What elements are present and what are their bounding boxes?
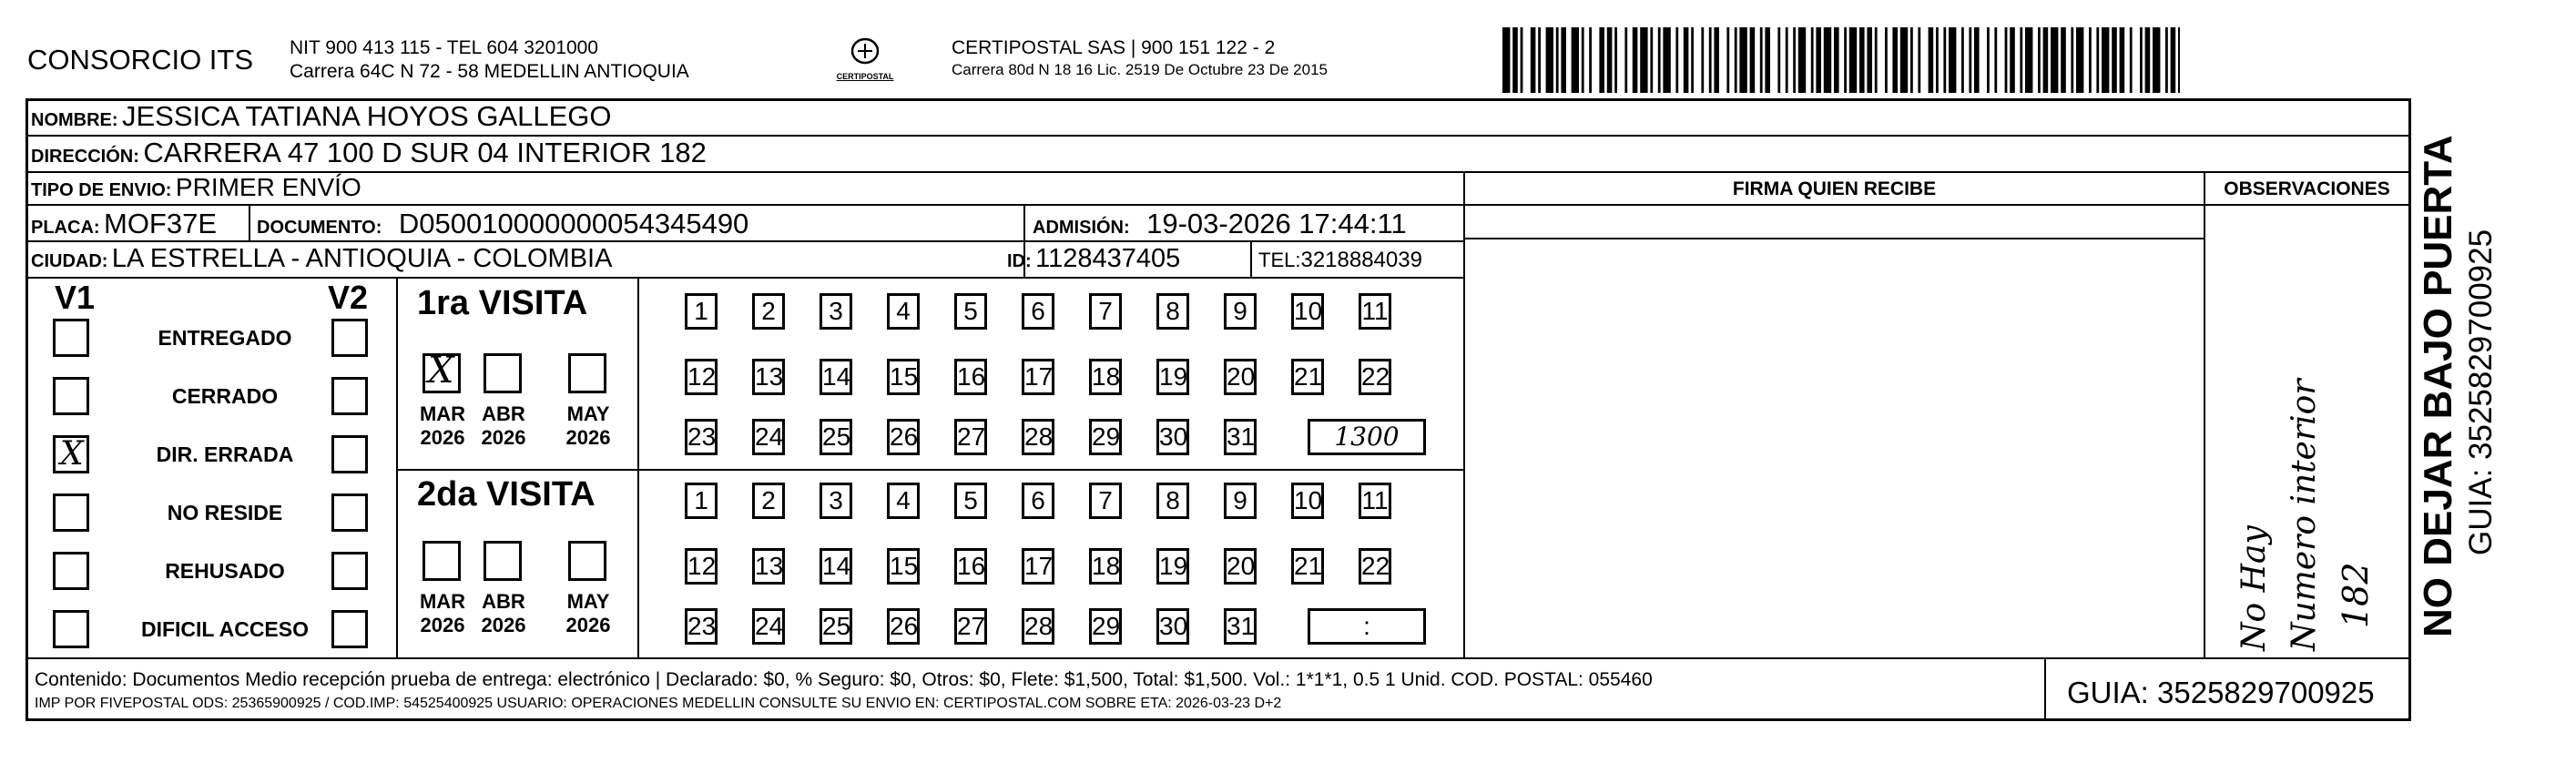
- barcode-bar: [1531, 27, 1536, 93]
- barcode-bar: [1701, 27, 1704, 93]
- v2-checkbox[interactable]: [331, 319, 368, 357]
- direccion-label: DIRECCIÓN:: [31, 147, 139, 167]
- barcode-bar: [1885, 27, 1888, 93]
- rule-direccion: [25, 171, 2411, 173]
- documento-label: DOCUMENTO:: [257, 218, 382, 238]
- carrier-info: [952, 36, 1328, 80]
- day-box[interactable]: 22: [1359, 548, 1391, 585]
- tipo-label: TIPO DE ENVIO:: [31, 180, 172, 200]
- barcode-bar: [1900, 27, 1908, 93]
- barcode-bar: [2076, 27, 2083, 93]
- barcode-bar: [1892, 27, 1898, 93]
- month-label: MAY: [566, 590, 610, 613]
- barcode-bar: [2020, 27, 2022, 93]
- barcode-bar: [1735, 27, 1737, 93]
- barcode-bar: [1834, 27, 1839, 93]
- admision-label: ADMISIÓN:: [1033, 218, 1130, 238]
- status-label: CERRADO: [171, 384, 279, 408]
- first-visit-time[interactable]: 1300: [1308, 419, 1426, 455]
- day-box[interactable]: 29: [1089, 419, 1122, 455]
- second-visit-title: 2da VISITA: [417, 475, 596, 514]
- v2-checkbox[interactable]: [331, 493, 368, 532]
- barcode-bar: [1607, 27, 1613, 93]
- id-value: 1128437405: [1035, 244, 1181, 273]
- month-checkbox[interactable]: [568, 541, 606, 581]
- barcode-bar: [1589, 27, 1592, 93]
- day-box[interactable]: 26: [887, 419, 920, 455]
- status-label: ENTREGADO: [158, 326, 292, 350]
- day-box[interactable]: 28: [1022, 608, 1054, 645]
- barcode-bar: [1512, 27, 1518, 93]
- day-box[interactable]: 12: [685, 359, 718, 395]
- day-box[interactable]: 27: [954, 419, 987, 455]
- barcode-bar: [1786, 27, 1788, 93]
- status-label: REHUSADO: [165, 559, 285, 583]
- barcode-bar: [1640, 27, 1647, 93]
- barcode-bar: [1538, 27, 1541, 93]
- day-box[interactable]: 5: [954, 483, 987, 519]
- year-label: 2026: [481, 614, 526, 636]
- barcode-bar: [1918, 27, 1920, 93]
- v1-checkbox[interactable]: [53, 610, 89, 648]
- second-visit-time[interactable]: :: [1308, 608, 1426, 645]
- day-box[interactable]: 2: [752, 293, 785, 330]
- v2-checkbox[interactable]: [331, 610, 368, 648]
- company-info-line1: NIT 900 413 115 - TEL 604 3201000: [290, 37, 598, 58]
- barcode-bar: [2120, 27, 2125, 93]
- v1-dir-errada-mark: X: [60, 435, 84, 473]
- barcode-bar: [1684, 27, 1689, 93]
- year-label: 2026: [565, 426, 611, 449]
- day-box[interactable]: 13: [752, 548, 785, 585]
- barcode-bar: [2171, 27, 2176, 93]
- day-box[interactable]: 6: [1022, 483, 1054, 519]
- barcode-bar: [2061, 27, 2066, 93]
- direccion-row: [31, 137, 707, 169]
- day-box[interactable]: 31: [1224, 608, 1257, 645]
- barcode-bar: [1624, 27, 1627, 93]
- carrier-logo-icon: [847, 35, 883, 67]
- v1-checkbox[interactable]: [53, 493, 89, 532]
- tel-label: TEL:: [1258, 249, 1301, 271]
- v1-header: V1: [55, 279, 96, 316]
- barcode-bar: [2102, 27, 2109, 93]
- barcode-bar: [1793, 27, 1796, 93]
- divider-footer-guia: [2044, 657, 2046, 721]
- day-box[interactable]: 30: [1156, 608, 1189, 645]
- day-box[interactable]: 23: [685, 608, 718, 645]
- barcode-bar: [1502, 27, 1510, 93]
- barcode-bar: [1994, 27, 1997, 93]
- barcode-bar: [1824, 27, 1831, 93]
- barcode-bar: [1974, 27, 1980, 93]
- day-box[interactable]: 20: [1224, 548, 1257, 585]
- company-info: [290, 36, 689, 84]
- barcode-bar: [1739, 27, 1746, 93]
- nombre-value: JESSICA TATIANA HOYOS GALLEGO: [122, 100, 612, 132]
- v2-checkbox[interactable]: [331, 552, 368, 590]
- barcode-bar: [1969, 27, 1971, 93]
- barcode-bar: [2043, 27, 2049, 93]
- day-box[interactable]: 14: [820, 359, 852, 395]
- carrier-logo: [829, 35, 901, 81]
- company-name: CONSORCIO ITS: [27, 44, 254, 76]
- barcode-bar: [1750, 27, 1756, 93]
- ciudad-value: LA ESTRELLA - ANTIOQUIA - COLOMBIA: [111, 244, 613, 273]
- day-box[interactable]: 6: [1022, 293, 1054, 330]
- barcode-bar: [1663, 27, 1670, 93]
- barcode-bar: [1929, 27, 1934, 93]
- month-label: MAR: [419, 402, 466, 425]
- footer-guia: GUIA: 3525829700925: [2067, 676, 2375, 709]
- day-box[interactable]: 12: [685, 548, 718, 585]
- status-label: NO RESIDE: [167, 501, 283, 524]
- day-box[interactable]: 4: [887, 483, 920, 519]
- day-box[interactable]: 21: [1291, 359, 1324, 395]
- day-box[interactable]: 9: [1224, 483, 1257, 519]
- barcode-bar: [1714, 27, 1719, 93]
- nombre-label: NOMBRE:: [31, 110, 118, 130]
- barcode-bar: [1844, 27, 1847, 93]
- ciudad-label: CIUDAD:: [31, 251, 108, 271]
- rule-visits: [396, 469, 1464, 471]
- month-checkbox[interactable]: [484, 541, 522, 581]
- day-box[interactable]: 18: [1089, 548, 1122, 585]
- day-box[interactable]: 27: [954, 608, 987, 645]
- v1-checkbox[interactable]: [53, 552, 89, 590]
- rule-ciudad: [25, 277, 1464, 279]
- month-label: MAR: [419, 590, 466, 613]
- month-checkbox[interactable]: [568, 353, 606, 393]
- day-box[interactable]: 5: [954, 293, 987, 330]
- day-box[interactable]: 22: [1359, 359, 1391, 395]
- documento-row: [257, 208, 748, 240]
- day-box[interactable]: 16: [954, 548, 987, 585]
- barcode-bar: [1867, 27, 1872, 93]
- documento-value: D050010000000054345490: [398, 208, 749, 239]
- v2-checkbox[interactable]: [331, 377, 368, 415]
- divider-placa: [249, 204, 250, 241]
- barcode-bar: [1875, 27, 1878, 93]
- day-box[interactable]: 30: [1156, 419, 1189, 455]
- barcode-bar: [2010, 27, 2015, 93]
- rule-footer: [25, 657, 2411, 659]
- day-box[interactable]: 9: [1224, 293, 1257, 330]
- month-label: ABR: [482, 402, 525, 425]
- placa-label: PLACA:: [31, 218, 100, 238]
- side-guia: GUIA: 3525829700925: [2463, 229, 2499, 555]
- month-label: ABR: [482, 590, 525, 613]
- month-checkbox[interactable]: [484, 353, 522, 393]
- barcode-bar: [1546, 27, 1553, 93]
- barcode-bar: [2130, 27, 2133, 93]
- barcode-bar: [1599, 27, 1604, 93]
- barcode-bar: [1521, 27, 1523, 93]
- barcode-bar: [2140, 27, 2143, 93]
- barcode-bar: [1650, 27, 1653, 93]
- barcode-bar: [2153, 27, 2160, 93]
- day-box[interactable]: 31: [1224, 419, 1257, 455]
- day-box[interactable]: 24: [752, 419, 785, 455]
- day-box[interactable]: 21: [1291, 548, 1324, 585]
- day-box[interactable]: 1: [685, 293, 718, 330]
- placa-value: MOF37E: [104, 208, 218, 239]
- day-box[interactable]: 26: [887, 608, 920, 645]
- barcode-bar: [1859, 27, 1865, 93]
- barcode-bar: [1765, 27, 1770, 93]
- barcode-bar: [1572, 27, 1579, 93]
- barcode-bar: [2051, 27, 2058, 93]
- v2-checkbox[interactable]: [331, 435, 368, 473]
- barcode-bar: [1633, 27, 1638, 93]
- status-label: DIFICIL ACCESO: [140, 617, 309, 641]
- barcode-bar: [1691, 27, 1694, 93]
- barcode-bar: [1849, 27, 1857, 93]
- barcode-bar: [1658, 27, 1661, 93]
- day-box[interactable]: 25: [820, 608, 852, 645]
- footer-content: Contenido: Documentos Medio recepción prueba de entrega: electrónico | Declarado: $0, % Seguro: $0, Otros: $0, Flete: $1,500, Total: $1,500. Vol.: 1*1*1, 0.5 1 Unid. COD. POSTAL: 055460: [35, 669, 1653, 690]
- id-row: [1007, 244, 1180, 274]
- barcode-bar: [2178, 27, 2180, 93]
- v1-checkbox[interactable]: [53, 319, 89, 357]
- admision-row: [1033, 208, 1407, 240]
- day-box[interactable]: 28: [1022, 419, 1054, 455]
- day-box[interactable]: 17: [1022, 548, 1054, 585]
- barcode-bar: [1949, 27, 1956, 93]
- barcode-bar: [2089, 27, 2092, 93]
- divider-months: [637, 277, 639, 657]
- rule-tipo: [25, 204, 1501, 206]
- barcode-bar: [2096, 27, 2099, 93]
- barcode: [1502, 27, 2180, 93]
- day-box[interactable]: 8: [1156, 483, 1189, 519]
- barcode-bar: [2071, 27, 2073, 93]
- day-box[interactable]: 14: [820, 548, 852, 585]
- year-label: 2026: [481, 426, 526, 449]
- barcode-bar: [1726, 27, 1729, 93]
- barcode-bar: [1709, 27, 1712, 93]
- footer-print-info: IMP POR FIVEPOSTAL ODS: 25365900925 / COD.IMP: 54525400925 USUARIO: OPERACIONES MEDELLIN CONSULTE SU ENVIO EN: CERTIPOSTAL.COM SOBRE ETA: 2026-03-23 D+2: [35, 696, 1282, 711]
- barcode-bar: [2038, 27, 2041, 93]
- day-box[interactable]: 29: [1089, 608, 1122, 645]
- barcode-bar: [2112, 27, 2117, 93]
- day-box[interactable]: 24: [752, 608, 785, 645]
- tel-row: [1258, 248, 1422, 273]
- barcode-bar: [1910, 27, 1913, 93]
- barcode-bar: [1582, 27, 1584, 93]
- day-box[interactable]: 16: [954, 359, 987, 395]
- tipo-value: PRIMER ENVÍO: [175, 173, 361, 201]
- divider-observaciones: [2204, 171, 2205, 658]
- barcode-bar: [1556, 27, 1559, 93]
- divider-side: [2408, 98, 2410, 721]
- divider-status: [396, 277, 398, 657]
- observacion-line2: Numero interior: [2286, 379, 2323, 651]
- observaciones-header: OBSERVACIONES: [2224, 178, 2390, 199]
- day-box[interactable]: 8: [1156, 293, 1189, 330]
- barcode-bar: [1811, 27, 1814, 93]
- tel-value: 3218884039: [1300, 248, 1422, 272]
- barcode-bar: [1936, 27, 1939, 93]
- day-box[interactable]: 25: [820, 419, 852, 455]
- month-checkbox[interactable]: [423, 541, 461, 581]
- year-label: 2026: [420, 614, 465, 636]
- barcode-bar: [1961, 27, 1964, 93]
- day-box[interactable]: 15: [887, 359, 920, 395]
- day-box[interactable]: 3: [820, 293, 852, 330]
- placa-row: [31, 208, 217, 240]
- day-box[interactable]: 3: [820, 483, 852, 519]
- barcode-bar: [2145, 27, 2151, 93]
- carrier-info-line1: CERTIPOSTAL SAS | 900 151 122 - 2: [952, 37, 1276, 58]
- first-visit-title: 1ra VISITA: [417, 284, 588, 322]
- day-box[interactable]: 10: [1291, 293, 1324, 330]
- divider-tel: [1250, 240, 1252, 277]
- day-box[interactable]: 7: [1089, 483, 1122, 519]
- day-box[interactable]: 20: [1224, 359, 1257, 395]
- rule-tipo-right: [1463, 204, 2411, 206]
- barcode-bar: [1777, 27, 1780, 93]
- ciudad-row: [31, 244, 612, 274]
- tipo-row: [31, 173, 361, 202]
- rule-placa: [25, 240, 1464, 242]
- barcode-bar: [1675, 27, 1678, 93]
- signature-area[interactable]: [1465, 239, 2204, 656]
- nombre-row: [31, 100, 612, 133]
- observacion-line1: No Hay: [2235, 525, 2273, 651]
- barcode-bar: [1614, 27, 1617, 93]
- day-box[interactable]: 17: [1022, 359, 1054, 395]
- status-label: DIR. ERRADA: [156, 443, 294, 466]
- day-box[interactable]: 15: [887, 548, 920, 585]
- firma-header: FIRMA QUIEN RECIBE: [1732, 178, 1937, 199]
- year-label: 2026: [565, 614, 611, 636]
- barcode-bar: [1760, 27, 1763, 93]
- day-box[interactable]: 13: [752, 359, 785, 395]
- day-box[interactable]: 2: [752, 483, 785, 519]
- day-box[interactable]: 11: [1359, 483, 1391, 519]
- first-visit-month-mark: X: [428, 350, 454, 392]
- barcode-bar: [1943, 27, 1946, 93]
- observacion-line3: 182: [2336, 562, 2376, 628]
- barcode-bar: [1561, 27, 1566, 93]
- direccion-value: CARRERA 47 100 D SUR 04 INTERIOR 182: [143, 137, 707, 168]
- barcode-bar: [2165, 27, 2168, 93]
- v1-checkbox[interactable]: [53, 377, 89, 415]
- day-box[interactable]: 7: [1089, 293, 1122, 330]
- day-box[interactable]: 18: [1089, 359, 1122, 395]
- barcode-bar: [2005, 27, 2008, 93]
- v2-header: V2: [328, 279, 369, 316]
- barcode-bar: [1987, 27, 1990, 93]
- barcode-bar: [1798, 27, 1806, 93]
- barcode-bar: [1816, 27, 1821, 93]
- day-box[interactable]: 19: [1156, 548, 1189, 585]
- day-box[interactable]: 1: [685, 483, 718, 519]
- no-dejar-warning: NO DEJAR BAJO PUERTA: [2416, 135, 2460, 637]
- carrier-info-line2: Carrera 80d N 18 16 Lic. 2519 De Octubre 23 De 2015: [952, 61, 1328, 78]
- admision-value: 19-03-2026 17:44:11: [1146, 208, 1407, 239]
- day-box[interactable]: 10: [1291, 483, 1324, 519]
- barcode-bar: [2025, 27, 2032, 93]
- day-box[interactable]: 19: [1156, 359, 1189, 395]
- id-label: ID:: [1007, 251, 1032, 271]
- day-box[interactable]: 4: [887, 293, 920, 330]
- month-label: MAY: [566, 402, 610, 425]
- company-info-line2: Carrera 64C N 72 - 58 MEDELLIN ANTIOQUIA: [290, 61, 689, 82]
- year-label: 2026: [420, 426, 465, 449]
- carrier-logo-caption: CERTIPOSTAL: [836, 72, 894, 81]
- day-box[interactable]: 11: [1359, 293, 1391, 330]
- day-box[interactable]: 23: [685, 419, 718, 455]
